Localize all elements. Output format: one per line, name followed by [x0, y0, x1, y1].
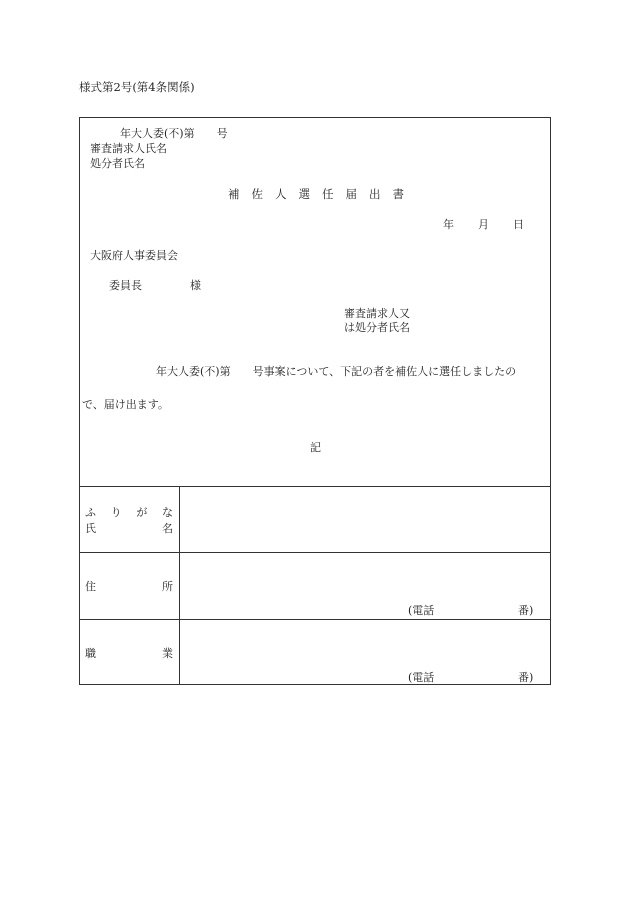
occupation-phone-prefix: (電話 — [408, 671, 435, 684]
form-number: 様式第2号(第4条関係) — [79, 80, 195, 94]
furigana-label — [85, 507, 173, 518]
title-char: 佐 — [251, 187, 263, 201]
title-char: 補 — [228, 187, 240, 201]
form-box — [79, 117, 551, 685]
name-char: 名 — [162, 522, 173, 535]
date-day: 日 — [513, 218, 524, 231]
addressee-chair: 委員長 — [109, 279, 142, 292]
address-char: 所 — [162, 580, 173, 593]
row-divider-2 — [80, 619, 550, 620]
addressee-org: 大阪府人事委員会 — [90, 249, 178, 262]
address-phone-prefix: (電話 — [408, 604, 435, 617]
document-title — [228, 189, 404, 201]
name-char: 氏 — [85, 522, 96, 535]
requester-label: 審査請求人氏名 — [90, 142, 167, 155]
occupation-label — [85, 648, 173, 659]
body-line-2: で、届け出ます。 — [82, 398, 169, 411]
address-phone-suffix: 番) — [518, 604, 534, 617]
signer-line-1: 審査請求人又 — [344, 307, 410, 320]
date-year: 年 — [443, 218, 454, 231]
title-char: 届 — [345, 187, 357, 201]
respondent-label: 処分者氏名 — [90, 157, 145, 170]
row-divider-1 — [80, 552, 550, 553]
address-char: 住 — [85, 580, 96, 593]
addressee-honorific: 様 — [190, 279, 201, 292]
column-divider — [179, 487, 180, 685]
name-label — [85, 523, 173, 534]
title-char: 人 — [275, 187, 287, 201]
furigana-char: ふ — [85, 506, 96, 519]
signer-line-2: は処分者氏名 — [344, 321, 410, 334]
occupation-char: 職 — [85, 647, 96, 660]
date-month: 月 — [478, 218, 489, 231]
address-label — [85, 581, 173, 592]
title-char: 任 — [322, 187, 334, 201]
table-top-border — [80, 486, 550, 487]
body-line-1: 年大人委(不)第 号事案について、下記の者を補佐人に選任しましたの — [156, 365, 517, 378]
ref-number: 年大人委(不)第 号 — [120, 127, 228, 140]
ki-label: 記 — [310, 441, 321, 454]
occupation-phone-suffix: 番) — [518, 671, 534, 684]
furigana-char: な — [161, 506, 173, 519]
furigana-char: り — [110, 506, 122, 519]
title-char: 書 — [392, 187, 404, 201]
title-char: 出 — [369, 187, 381, 201]
occupation-char: 業 — [162, 647, 173, 660]
title-char: 選 — [298, 187, 310, 201]
furigana-char: が — [136, 506, 148, 519]
